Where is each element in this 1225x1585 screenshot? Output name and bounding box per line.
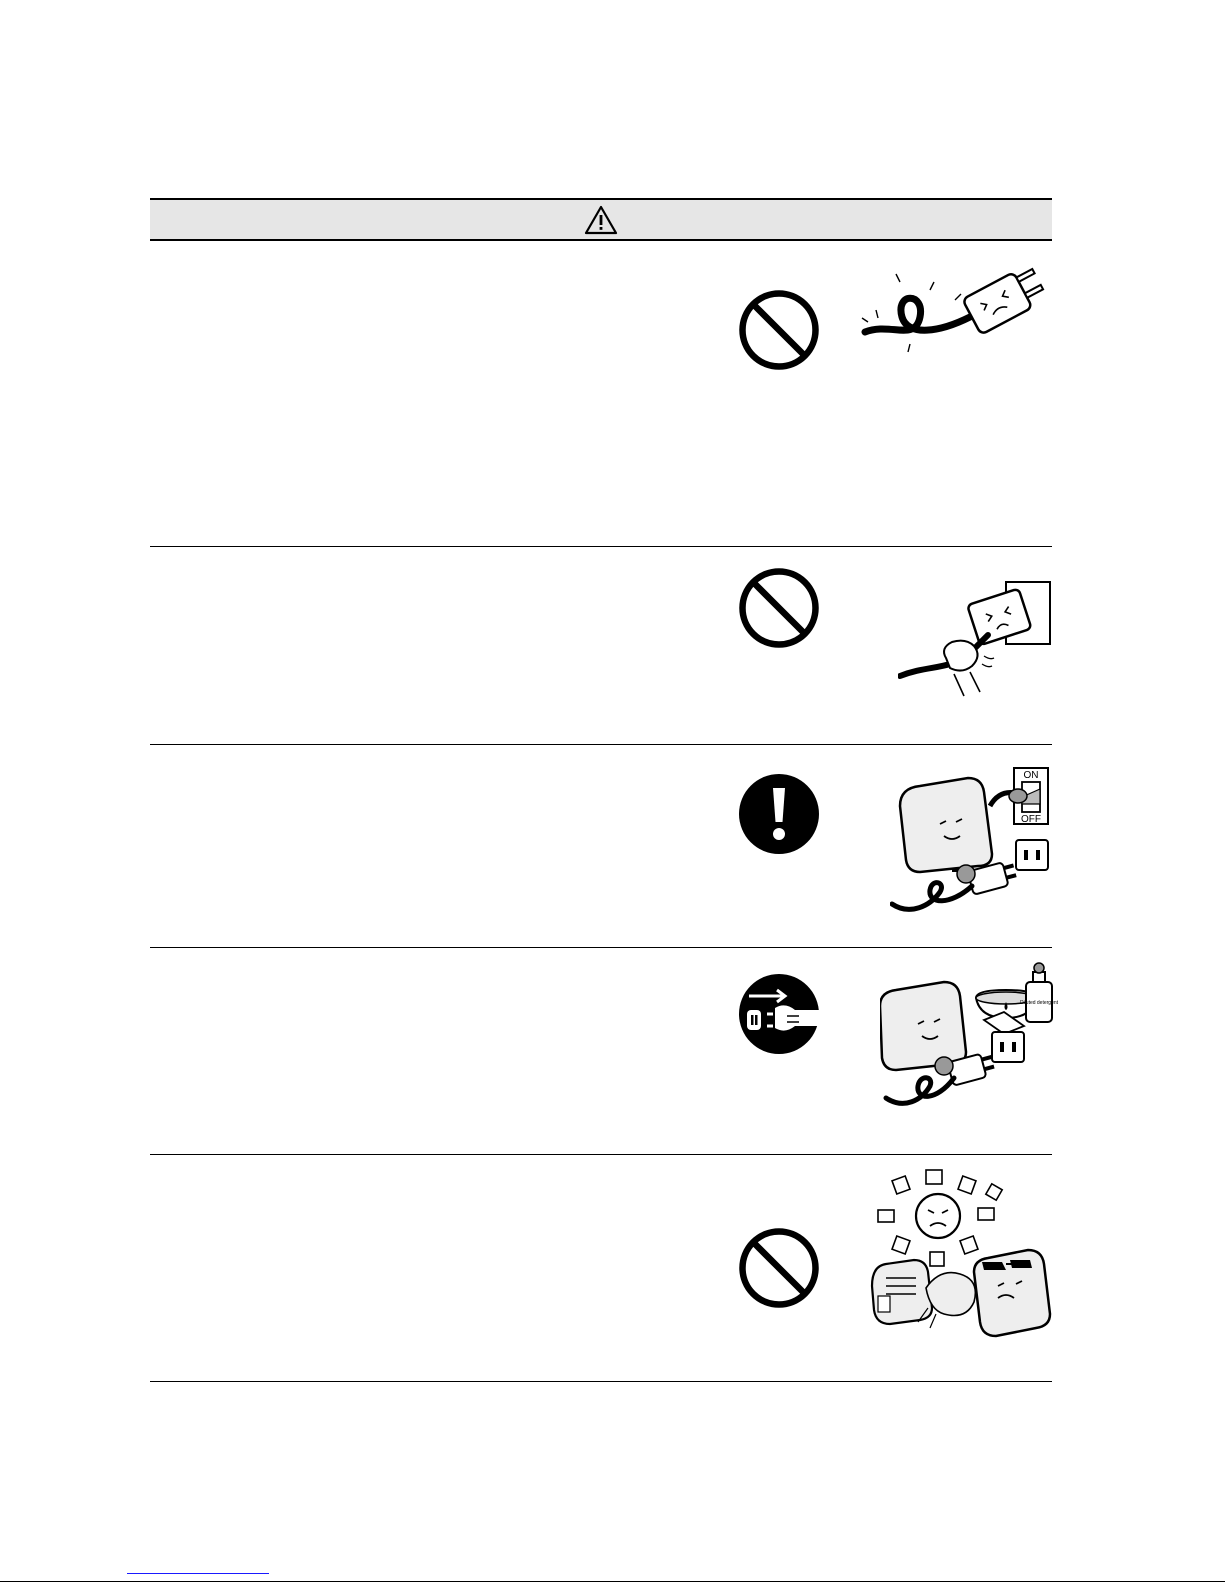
- cleaning-unplugged-illustration: [880, 962, 1070, 1118]
- prohibition-icon: [737, 566, 821, 650]
- pulling-plug-by-cord-illustration: [898, 580, 1053, 700]
- row-divider: [150, 1381, 1052, 1382]
- switch-off-and-unplug-illustration: [890, 766, 1050, 922]
- bottom-rule: [0, 1581, 1225, 1582]
- damaged-power-cord-illustration: [860, 262, 1050, 362]
- prohibition-icon: [737, 1226, 821, 1310]
- row-divider: [150, 546, 1052, 547]
- detergent-bottle-label: Diluted detergent: [1019, 1000, 1059, 1006]
- unplug-icon: [737, 972, 821, 1056]
- prohibition-icon: [737, 288, 821, 372]
- switch-off-label: OFF: [1021, 814, 1041, 825]
- mandatory-action-icon: [737, 772, 821, 856]
- heat-and-sun-exposure-illustration: [870, 1168, 1055, 1338]
- switch-on-label: ON: [1023, 770, 1039, 781]
- row-divider: [150, 744, 1052, 745]
- row-divider: [150, 1154, 1052, 1155]
- warning-triangle-icon: [584, 205, 618, 235]
- row-divider: [150, 947, 1052, 948]
- warning-header: [150, 198, 1052, 241]
- footer-link-underline: [127, 1573, 269, 1574]
